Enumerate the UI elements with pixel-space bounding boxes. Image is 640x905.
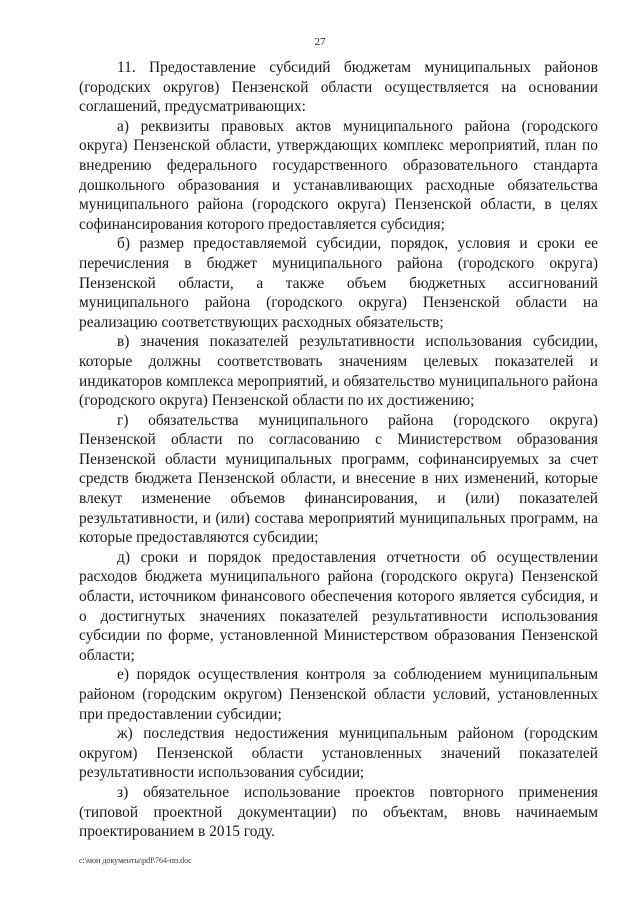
footer-file-path: c:\мои документы\pdf\764-пп.doc	[79, 856, 192, 865]
paragraph-subitem-zh: ж) последствия недостижения муниципальным районом (городским округом) Пензенской области установленных значений показателей результативности использования субсидии;	[79, 725, 598, 782]
paragraph-subitem-v: в) значения показателей результативности использования субсидии, которые должны соответствовать значениям целевых показателей и индикаторов комплекса мероприятий, и обязательство муниципального района (городского округа) Пензенской области по их достижению;	[79, 333, 598, 410]
paragraph-subitem-e: е) порядок осуществления контроля за соблюдением муниципальным районом (городским округом) Пензенской области условий, установленных при предоставлении субсидии;	[79, 666, 598, 723]
paragraph-subitem-g: г) обязательства муниципального района (городского округа) Пензенской области по согласованию с Министерством образования Пензенской области муниципальных программ, софинансируемых за счет средств бюджета Пензенской области, и внесение в них изменений, которые влекут изменение объемов финансирования, и (или) показателей результативности, и (или) состава мероприятий муниципальных программ, на которые предоставляются субсидии;	[79, 411, 598, 547]
paragraph-item-11: 11. Предоставление субсидий бюджетам муниципальных районов (городских округов) Пензенской области осуществляется на основании соглашений, предусматривающих:	[79, 59, 598, 116]
page-number: 27	[314, 36, 326, 48]
document-body	[79, 58, 598, 842]
paragraph-subitem-b: б) размер предоставляемой субсидии, порядок, условия и сроки ее перечисления в бюджет муниципального района (городского округа) Пензенской области, а также объем бюджетных ассигнований муниципального района (городского округа) Пензенской области на реализацию соответствующих расходных обязательств;	[79, 235, 598, 331]
paragraph-subitem-d: д) сроки и порядок предоставления отчетности об осуществлении расходов бюджета муниципального района (городского округа) Пензенской области, источником финансового обеспечения которого является субсидия, и о достигнутых значениях показателей результативности использования субсидии по форме, установленной Министерством образования Пензенской области;	[79, 548, 598, 664]
paragraph-subitem-a: а) реквизиты правовых актов муниципального района (городского округа) Пензенской области, утверждающих комплекс мероприятий, план по внедрению федерального государственного образовательного стандарта дошкольного образования и устанавливающих расходные обязательства муниципального района (городского округа) Пензенской области, в целях софинансирования которого предоставляется субсидия;	[79, 117, 598, 233]
paragraph-subitem-z: з) обязательное использование проектов повторного применения (типовой проектной документации) по объектам, вновь начинаемым проектированием в 2015 году.	[79, 783, 598, 841]
